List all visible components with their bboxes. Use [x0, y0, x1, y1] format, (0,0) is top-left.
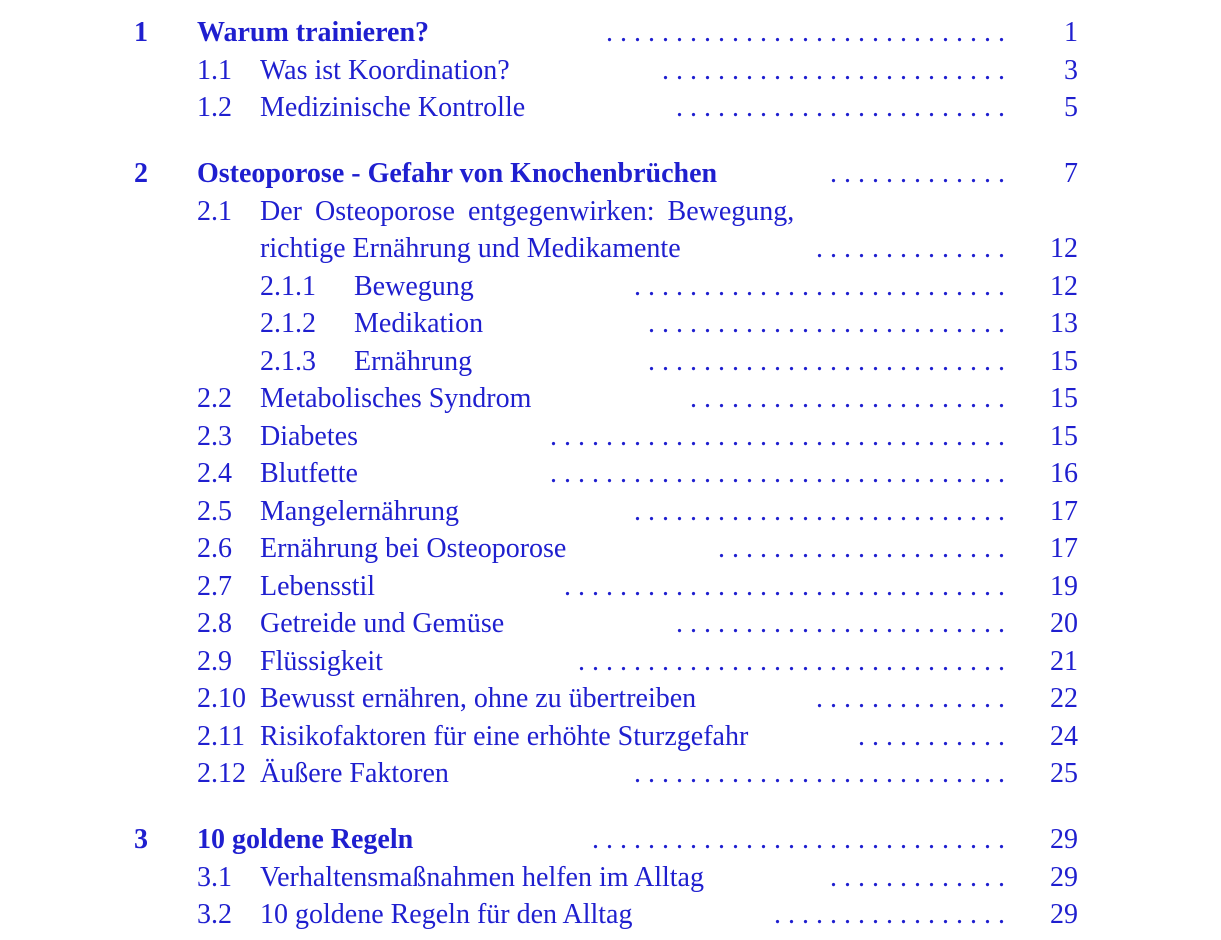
toc-entry-page: 29	[1050, 899, 1078, 930]
dot-leader: . . . . . . . . . . . . . . . . . . . . . . . .	[676, 92, 1005, 123]
toc-entry-title: Verhaltensmaßnahmen helfen im Alltag	[260, 861, 710, 895]
dot-leader: . . . . . . . . . . .	[858, 721, 1005, 752]
toc-entry-page: 29	[1050, 862, 1078, 893]
toc-entry-number: 1.2	[197, 92, 232, 123]
toc-entry-number: 2.2	[197, 383, 232, 414]
toc-entry-number: 2.9	[197, 646, 232, 677]
toc-entry-number: 2	[134, 158, 148, 189]
toc-entry-title: Diabetes	[260, 420, 364, 454]
toc-entry-page: 24	[1050, 721, 1078, 752]
dot-leader: . . . . . . . . . . . . . . . . . . . . . . . . . . . . .	[606, 17, 1005, 48]
dot-leader: . . . . . . . . . . . . . . . . . . . . . . . . .	[662, 55, 1005, 86]
dot-leader: . . . . . . . . . . . . . . . . . . . . . . . . . . . . . . . .	[564, 571, 1005, 602]
dot-leader: . . . . . . . . . . . . . . . . .	[774, 899, 1005, 930]
toc-entry-number: 2.10	[197, 683, 246, 714]
toc-entry-title: Mangelernährung	[260, 495, 465, 529]
toc-entry-title: Medikation	[354, 307, 489, 341]
toc-entry-page: 29	[1050, 824, 1078, 855]
dot-leader: . . . . . . . . . . . . .	[830, 862, 1005, 893]
toc-entry-number: 1	[134, 17, 148, 48]
toc-entry-title: 10 goldene Regeln	[197, 823, 419, 857]
toc-entry-number: 2.12	[197, 758, 246, 789]
toc-entry-page: 1	[1064, 17, 1078, 48]
toc-entry-number: 2.4	[197, 458, 232, 489]
toc-entry-title: Lebensstil	[260, 570, 381, 604]
toc-entry-page: 22	[1050, 683, 1078, 714]
toc-entry-page: 15	[1050, 383, 1078, 414]
toc-entry-number: 2.6	[197, 533, 232, 564]
toc-entry-title-continued: richtige Ernährung und Medikamente	[260, 232, 687, 266]
toc-entry-title: Getreide und Gemüse	[260, 607, 510, 641]
toc-entry-number: 2.11	[197, 721, 245, 752]
toc-entry-page: 20	[1050, 608, 1078, 639]
toc-entry-page: 17	[1050, 496, 1078, 527]
toc-entry-number: 2.5	[197, 496, 232, 527]
dot-leader: . . . . . . . . . . . . .	[830, 158, 1005, 189]
toc-entry-page: 16	[1050, 458, 1078, 489]
toc-entry-page: 7	[1064, 158, 1078, 189]
toc-entry-page: 25	[1050, 758, 1078, 789]
toc-entry-number: 2.1	[197, 196, 232, 227]
toc-entry-page: 19	[1050, 571, 1078, 602]
dot-leader: . . . . . . . . . . . . . . . . . . . . . . . . . .	[648, 346, 1005, 377]
dot-leader: . . . . . . . . . . . . . . . . . . . . . . . . . .	[648, 308, 1005, 339]
toc-entry-title: Flüssigkeit	[260, 645, 389, 679]
dot-leader: . . . . . . . . . . . . . . . . . . . . . . . . . . .	[634, 758, 1005, 789]
dot-leader: . . . . . . . . . . . . . . . . . . . . . . . . . . . . . . . . .	[550, 458, 1005, 489]
toc-entry-page: 13	[1050, 308, 1078, 339]
toc-entry-page: 12	[1050, 271, 1078, 302]
toc-entry-title: Bewegung	[354, 270, 480, 304]
toc-entry-title: Was ist Koordination?	[260, 54, 516, 88]
dot-leader: . . . . . . . . . . . . . . . . . . . . . . . . . . . . . .	[592, 824, 1005, 855]
dot-leader: . . . . . . . . . . . . . . . . . . . . . . . . . . .	[634, 496, 1005, 527]
toc-entry-title: Medizinische Kontrolle	[260, 91, 531, 125]
toc-entry-page: 5	[1064, 92, 1078, 123]
toc-entry-page: 17	[1050, 533, 1078, 564]
dot-leader: . . . . . . . . . . . . . . . . . . . . .	[718, 533, 1005, 564]
dot-leader: . . . . . . . . . . . . . . . . . . . . . . . .	[676, 608, 1005, 639]
toc-entry-number: 2.3	[197, 421, 232, 452]
toc-entry-number: 1.1	[197, 55, 232, 86]
toc-entry-page: 15	[1050, 346, 1078, 377]
toc-entry-number: 2.1.3	[260, 346, 316, 377]
toc-entry-title: Metabolisches Syndrom	[260, 382, 537, 416]
toc-entry-page: 3	[1064, 55, 1078, 86]
toc-entry-number: 2.1.2	[260, 308, 316, 339]
dot-leader: . . . . . . . . . . . . . . . . . . . . . . . . . . . . . . . . .	[550, 421, 1005, 452]
toc-entry-page: 12	[1050, 233, 1078, 264]
dot-leader: . . . . . . . . . . . . . .	[816, 683, 1005, 714]
toc-entry-page: 15	[1050, 421, 1078, 452]
toc-entry-title: Äußere Faktoren	[260, 757, 455, 791]
toc-entry-number: 3.1	[197, 862, 232, 893]
toc-entry-number: 3	[134, 824, 148, 855]
toc-entry-number: 2.1.1	[260, 271, 316, 302]
dot-leader: . . . . . . . . . . . . . . . . . . . . . . . . . . .	[634, 271, 1005, 302]
toc-entry-number: 3.2	[197, 899, 232, 930]
dot-leader: . . . . . . . . . . . . . .	[816, 233, 1005, 264]
toc-entry-title: 10 goldene Regeln für den Alltag	[260, 898, 638, 932]
toc-entry-title: Osteoporose - Gefahr von Knochenbrüchen	[197, 157, 723, 191]
toc-entry-number: 2.7	[197, 571, 232, 602]
toc-entry-title: Der Osteoporose entgegenwirken: Bewegung,	[260, 195, 800, 229]
toc-entry-title: Risikofaktoren für eine erhöhte Sturzgefahr	[260, 720, 754, 754]
toc-entry-title: Bewusst ernähren, ohne zu übertreiben	[260, 682, 702, 716]
toc-entry-page: 21	[1050, 646, 1078, 677]
toc-entry-number: 2.8	[197, 608, 232, 639]
toc-entry-title: Ernährung bei Osteoporose	[260, 532, 572, 566]
toc-entry-title: Ernährung	[354, 345, 478, 379]
toc-entry-title: Blutfette	[260, 457, 364, 491]
toc-entry-title: Warum trainieren?	[197, 16, 435, 50]
dot-leader: . . . . . . . . . . . . . . . . . . . . . . .	[690, 383, 1005, 414]
dot-leader: . . . . . . . . . . . . . . . . . . . . . . . . . . . . . . .	[578, 646, 1005, 677]
